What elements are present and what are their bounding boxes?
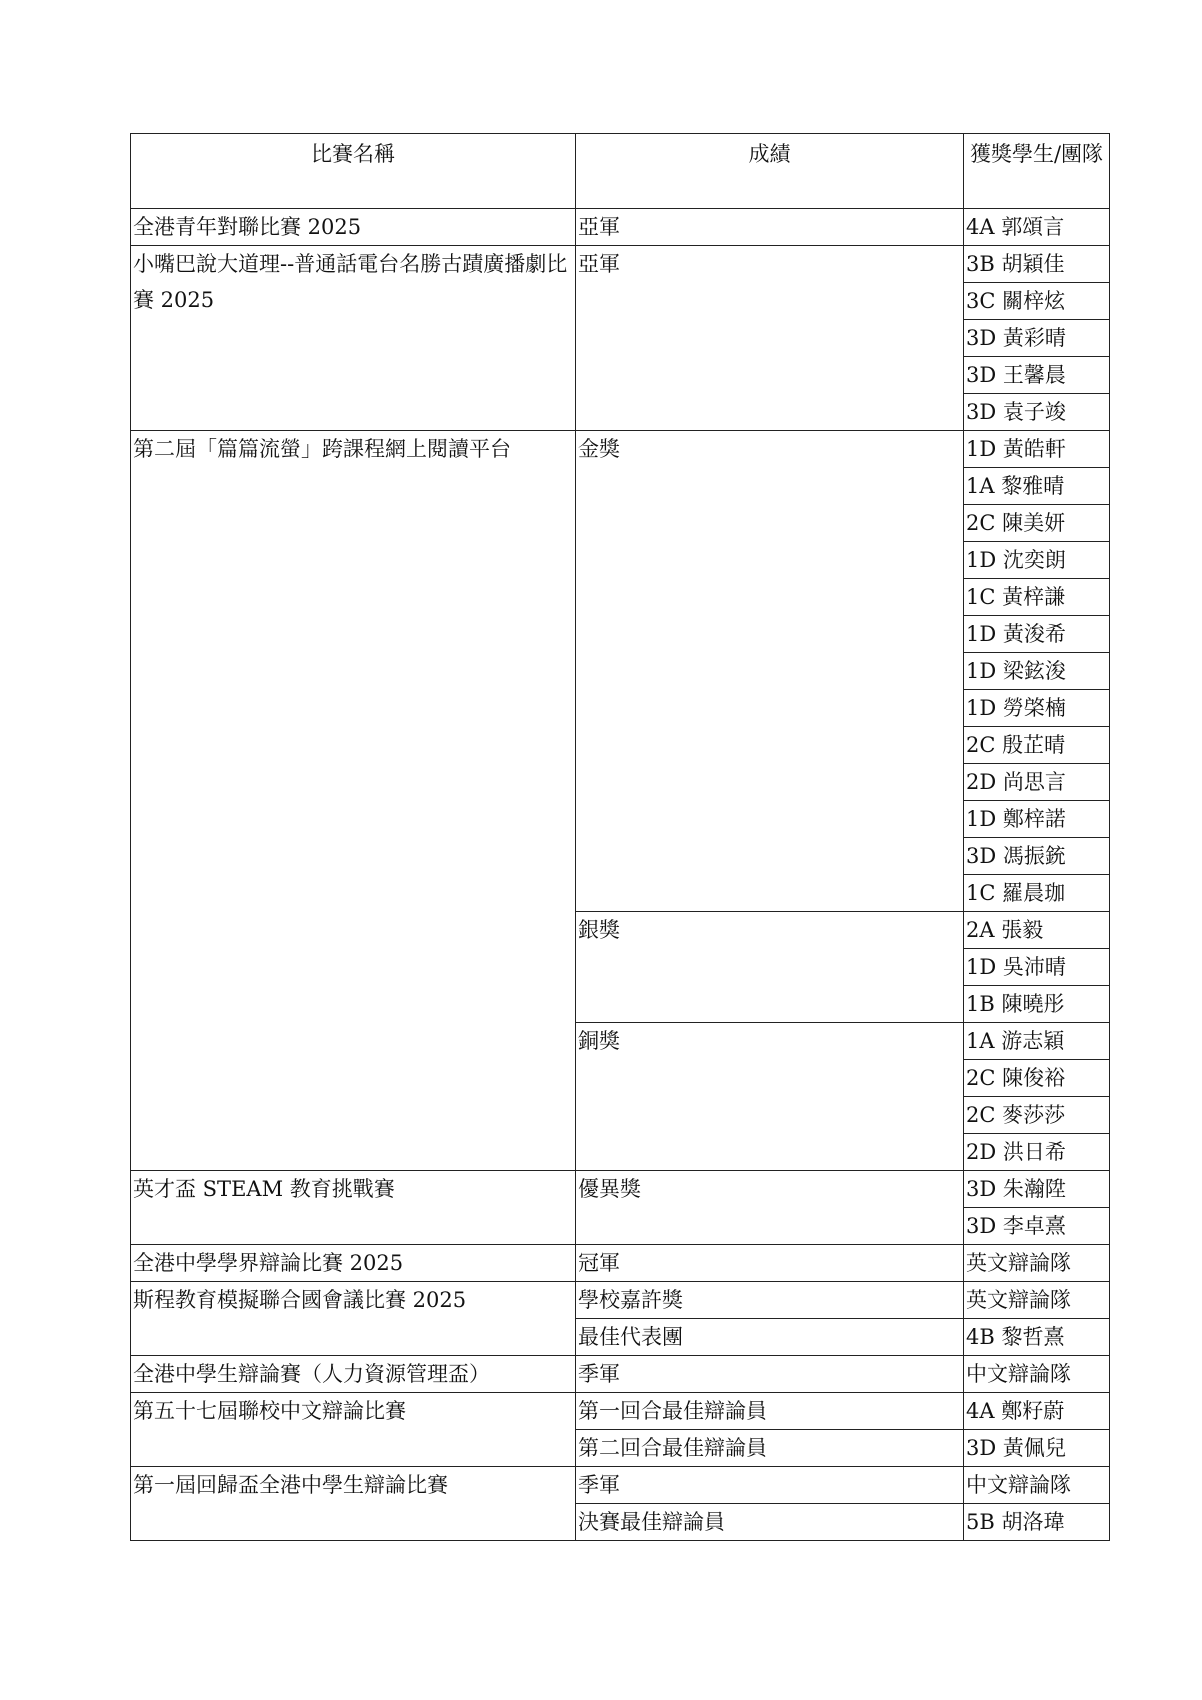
table-row <box>131 1467 1110 1504</box>
winner-cell: 1D 沈奕朗 <box>964 542 1110 579</box>
result-cell: 銀獎 <box>576 912 964 1023</box>
table-row <box>131 1245 1110 1282</box>
result-cell: 銅獎 <box>576 1023 964 1171</box>
winner-cell: 2D 洪日希 <box>964 1134 1110 1171</box>
result-cell: 最佳代表團 <box>576 1319 964 1356</box>
competition-cell: 第五十七屆聯校中文辯論比賽 <box>131 1393 576 1467</box>
table-row <box>131 1282 1110 1319</box>
winner-cell: 1D 梁鉉浚 <box>964 653 1110 690</box>
competition-cell: 小嘴巴說大道理--普通話電台名勝古蹟廣播劇比賽 2025 <box>131 246 576 431</box>
result-cell: 亞軍 <box>576 209 964 246</box>
result-cell: 季軍 <box>576 1356 964 1393</box>
winner-cell: 3C 關梓炫 <box>964 283 1110 320</box>
winner-cell: 英文辯論隊 <box>964 1282 1110 1319</box>
winner-cell: 1C 黃梓謙 <box>964 579 1110 616</box>
table-row <box>131 1356 1110 1393</box>
winner-cell: 1B 陳曉彤 <box>964 986 1110 1023</box>
table-row <box>131 1393 1110 1430</box>
winner-cell: 3B 胡穎佳 <box>964 246 1110 283</box>
table-row <box>131 209 1110 246</box>
winner-cell: 中文辯論隊 <box>964 1356 1110 1393</box>
result-cell: 學校嘉許獎 <box>576 1282 964 1319</box>
winner-cell: 4A 郭頌言 <box>964 209 1110 246</box>
header-competition: 比賽名稱 <box>131 134 576 209</box>
winner-cell: 3D 馮振銃 <box>964 838 1110 875</box>
competition-cell: 全港中學學界辯論比賽 2025 <box>131 1245 576 1282</box>
winner-cell: 3D 黃佩兒 <box>964 1430 1110 1467</box>
table-row <box>131 431 1110 468</box>
result-cell: 第二回合最佳辯論員 <box>576 1430 964 1467</box>
competition-cell: 全港青年對聯比賽 2025 <box>131 209 576 246</box>
result-cell: 優異獎 <box>576 1171 964 1245</box>
table-row <box>131 246 1110 283</box>
winner-cell: 2C 麥莎莎 <box>964 1097 1110 1134</box>
competition-cell: 全港中學生辯論賽（人力資源管理盃） <box>131 1356 576 1393</box>
winner-cell: 1A 游志穎 <box>964 1023 1110 1060</box>
winner-cell: 2D 尚思言 <box>964 764 1110 801</box>
header-winner: 獲獎學生/團隊 <box>964 134 1110 209</box>
winner-cell: 2C 陳俊裕 <box>964 1060 1110 1097</box>
result-cell: 亞軍 <box>576 246 964 431</box>
winner-cell: 1D 黃浚希 <box>964 616 1110 653</box>
competition-cell: 英才盃 STEAM 教育挑戰賽 <box>131 1171 576 1245</box>
winner-cell: 2A 張毅 <box>964 912 1110 949</box>
header-result: 成績 <box>576 134 964 209</box>
awards-table <box>130 133 1110 1541</box>
winner-cell: 5B 胡洛瑋 <box>964 1504 1110 1541</box>
competition-cell: 第二屆「篇篇流螢」跨課程網上閱讀平台 <box>131 431 576 1171</box>
winner-cell: 3D 袁子竣 <box>964 394 1110 431</box>
winner-cell: 1A 黎雅晴 <box>964 468 1110 505</box>
winner-cell: 中文辯論隊 <box>964 1467 1110 1504</box>
winner-cell: 4A 鄭籽蔚 <box>964 1393 1110 1430</box>
winner-cell: 3D 朱瀚陞 <box>964 1171 1110 1208</box>
result-cell: 金獎 <box>576 431 964 912</box>
winner-cell: 1D 勞棨楠 <box>964 690 1110 727</box>
result-cell: 冠軍 <box>576 1245 964 1282</box>
table-header-row <box>131 134 1110 209</box>
winner-cell: 3D 黃彩晴 <box>964 320 1110 357</box>
winner-cell: 2C 陳美妍 <box>964 505 1110 542</box>
table-row <box>131 1171 1110 1208</box>
winner-cell: 1D 吳沛晴 <box>964 949 1110 986</box>
winner-cell: 3D 李卓熹 <box>964 1208 1110 1245</box>
competition-cell: 第一屆回歸盃全港中學生辯論比賽 <box>131 1467 576 1541</box>
result-cell: 決賽最佳辯論員 <box>576 1504 964 1541</box>
winner-cell: 英文辯論隊 <box>964 1245 1110 1282</box>
result-cell: 季軍 <box>576 1467 964 1504</box>
winner-cell: 4B 黎哲熹 <box>964 1319 1110 1356</box>
result-cell: 第一回合最佳辯論員 <box>576 1393 964 1430</box>
winner-cell: 2C 殷芷晴 <box>964 727 1110 764</box>
winner-cell: 3D 王馨晨 <box>964 357 1110 394</box>
competition-cell: 斯程教育模擬聯合國會議比賽 2025 <box>131 1282 576 1356</box>
winner-cell: 1C 羅晨珈 <box>964 875 1110 912</box>
winner-cell: 1D 黃皓軒 <box>964 431 1110 468</box>
winner-cell: 1D 鄭梓諾 <box>964 801 1110 838</box>
